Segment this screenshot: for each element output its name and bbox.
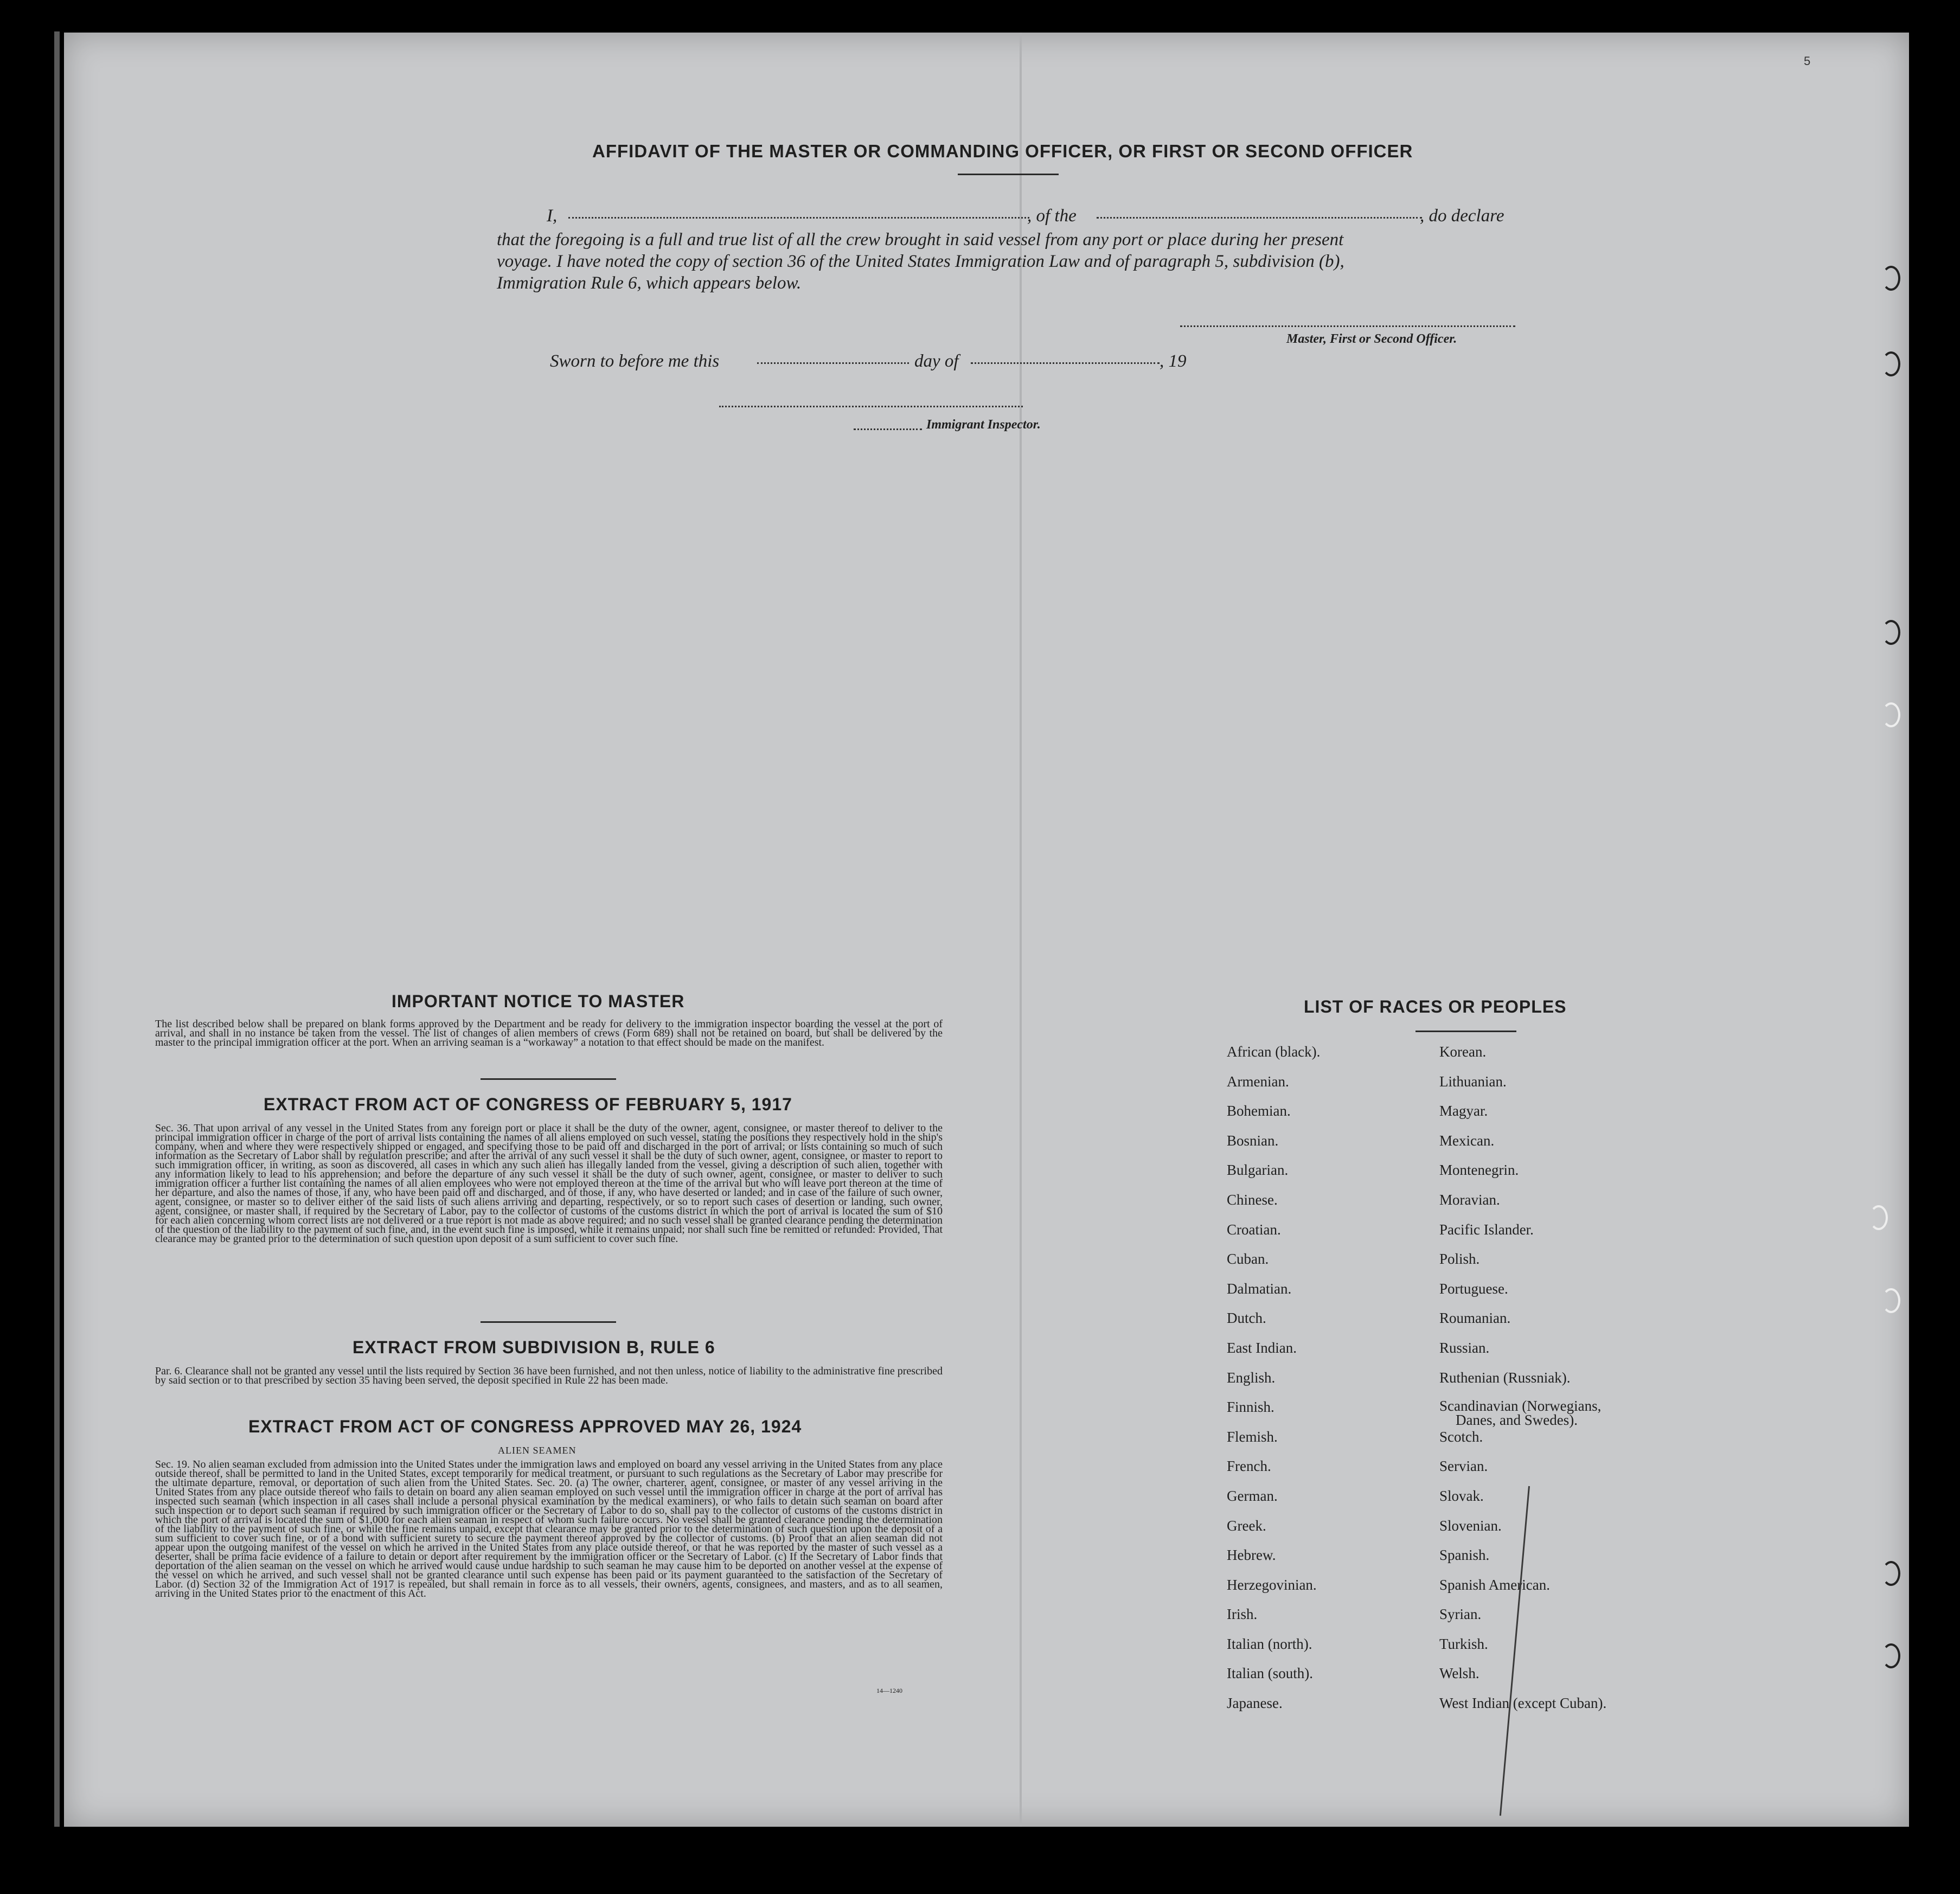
races-title-rule — [1415, 1031, 1516, 1032]
affidavit-i: I, — [547, 206, 558, 226]
race-item: Croatian. — [1227, 1221, 1281, 1238]
race-item: Servian. — [1439, 1458, 1488, 1475]
race-item: Herzegovinian. — [1227, 1576, 1317, 1593]
affidavit-title: AFFIDAVIT OF THE MASTER OR COMMANDING OFFICER, OR FIRST OR SECOND OFFICER — [592, 141, 1413, 161]
race-item-text: Scandinavian (Norwegians, — [1439, 1398, 1602, 1415]
race-item: Slovak. — [1439, 1487, 1484, 1504]
center-fold — [1020, 33, 1022, 1827]
alien-seamen-subtitle: ALIEN SEAMEN — [498, 1445, 577, 1456]
race-item: English. — [1227, 1369, 1276, 1386]
extract-1917-text: Sec. 36. That upon arrival of any vessel in the United States from any foreign port or place it shall be the duty of the owner, agent, consignee, or master thereof to deliver to the principal immigration officer in charge of the port of arrival lists containing the names of all aliens employed on such vessel, stating the positions they respectively hold in the ship's company, when and where they were respectively shipped or engaged, and specifying those to be paid off and discharged in the port of arrival; or lists containing so much of such information as the Secretary of Labor shall by regulation prescribe; and after the arrival of any such vessel it shall be the duty of such owner, agent, consignee, or master to report to such immigration officer, in writing, as soon as discovered, all cases in which any such alien has illegally landed from the vessel, giving a description of such alien, together with any information likely to lead to his apprehension; and before the departure of any such vessel it shall be the duty of such owner, agent, consignee, or master to deliver to such immigration officer a further list containing the names of all alien employees who were not employed thereon at the time of the arrival but who will leave port thereon at the time of her departure, and also the names of those, if any, who have been paid off and discharged, and of those, if any, who have deserted or landed; and in case of the failure of such owner, agent, consignee, or master so to deliver either of the said lists of such aliens arriving and departing, respectively, or so to report such cases of desertion or landing, such owner, agent, consignee, or master shall, if required by the Secretary of Labor, pay to the collector of customs of the customs district in which the port of arrival is located the sum of $10 for each alien concerning whom correct lists are not delivered or a true report is not made as above required; and no such vessel shall be granted clearance pending the determination of the question of the liability to the payment of such fine, and, in the event such fine is imposed, while it remains unpaid; nor shall such fine be remitted or refunded: Provided, That clearance may be granted prior to the determination of such question upon deposit of a sum sufficient to cover such fine. — [155, 1122, 943, 1245]
race-item: Chinese. — [1227, 1191, 1278, 1208]
race-item: Bulgarian. — [1227, 1162, 1289, 1179]
vessel-blank[interactable] — [1097, 217, 1422, 219]
race-item: Portuguese. — [1439, 1280, 1508, 1297]
race-item: Cuban. — [1227, 1251, 1269, 1268]
section-rule — [481, 1321, 616, 1323]
race-item: Bohemian. — [1227, 1103, 1291, 1119]
race-item: Turkish. — [1439, 1635, 1488, 1652]
race-item: Italian (south). — [1227, 1665, 1313, 1682]
race-item: Spanish. — [1439, 1547, 1490, 1564]
race-item: West Indian (except Cuban). — [1439, 1695, 1607, 1712]
master-signature-blank[interactable] — [1180, 325, 1515, 327]
race-item: Mexican. — [1439, 1132, 1495, 1149]
form-number: 14—1240 — [876, 1687, 902, 1694]
sworn-month-blank[interactable] — [971, 362, 1160, 364]
race-item: Irish. — [1227, 1606, 1258, 1623]
race-item: Dutch. — [1227, 1310, 1266, 1327]
year-label: , 19 — [1160, 351, 1187, 371]
extract-1924-title: EXTRACT FROM ACT OF CONGRESS APPROVED MAY 26, 1924 — [248, 1417, 802, 1436]
inspector-signature-blank[interactable] — [719, 406, 1023, 407]
race-item: Syrian. — [1439, 1606, 1482, 1623]
race-item: Greek. — [1227, 1517, 1266, 1534]
race-item: Slovenian. — [1439, 1517, 1502, 1534]
sworn-day-blank[interactable] — [757, 362, 909, 364]
name-blank[interactable] — [568, 217, 1029, 219]
race-item: Korean. — [1439, 1044, 1487, 1060]
race-item: Italian (north). — [1227, 1635, 1312, 1652]
race-item: German. — [1227, 1487, 1278, 1504]
day-of-label: day of — [914, 351, 959, 371]
punch-hole — [1882, 702, 1900, 727]
notice-title: IMPORTANT NOTICE TO MASTER — [392, 991, 685, 1011]
race-item: Japanese. — [1227, 1695, 1283, 1712]
race-item: Flemish. — [1227, 1428, 1278, 1445]
races-title: LIST OF RACES OR PEOPLES — [1304, 997, 1567, 1016]
race-item: East Indian. — [1227, 1339, 1297, 1356]
race-item — [1439, 1399, 1606, 1429]
race-item: Lithuanian. — [1439, 1073, 1507, 1090]
affidavit-line-3: voyage. I have noted the copy of section 36 of the United States Immigration Law and of paragraph 5, subdivision (b), — [497, 252, 1344, 271]
race-item: Dalmatian. — [1227, 1280, 1292, 1297]
affidavit-of-the: , of the — [1027, 206, 1077, 226]
race-item: Finnish. — [1227, 1399, 1274, 1416]
sheet-edge — [54, 31, 60, 1827]
inspector-dots — [854, 428, 922, 430]
race-item: Polish. — [1439, 1251, 1480, 1268]
race-item: Welsh. — [1439, 1665, 1479, 1682]
race-item: Roumanian. — [1439, 1310, 1511, 1327]
punch-hole — [1882, 1643, 1900, 1668]
extract-rule6-title: EXTRACT FROM SUBDIVISION B, RULE 6 — [353, 1338, 715, 1357]
race-item: Magyar. — [1439, 1103, 1488, 1119]
punch-hole — [1882, 620, 1900, 645]
affidavit-line-4: Immigration Rule 6, which appears below. — [497, 273, 802, 293]
extract-1924-text: Sec. 19. No alien seaman excluded from admission into the United States under the immigration laws and employed on board any vessel arriving in the United States from any place outside thereof, shall be permitted to land in the United States, except temporarily for medical treatment, or pursuant to such regulations as the Secretary of Labor may prescribe for the ultimate departure, removal, or deportation of such alien from the United States. Sec. 20. (a) The owner, charterer, agent, consignee, or master of any vessel arriving in the United States from any place outside thereof who fails to detain on board any alien seaman employed on such vessel until the immigration officer in charge at the port of arrival has inspected such seaman (which inspection in all cases shall include a personal physical examination by the medical examiners), or who fails to detain such seaman on board after such inspection or to deport such seaman if required by such immigration officer or the Secretary of Labor to do so, shall pay to the collector of customs of the customs district in which the port of arrival is located the sum of $1,000 for each alien seaman in respect of whom such failure occurs. No vessel shall be granted clearance pending the determination of the liability to the payment of such fine, or while the fine remains unpaid, except that clearance may be granted prior to the determination of such question upon the deposit of a sum sufficient to cover such fine, or of a bond with sufficient surety to secure the payment thereof approved by the collector of customs. (b) Proof that an alien seaman did not appear upon the outgoing manifest of the vessel on which he arrived in the United States from any place outside thereof, or that he was reported by the master of such vessel as a deserter, shall be prima facie evidence of a failure to detain or deport after requirement by the immigration officer or the Secretary of Labor. (c) If the Secretary of Labor finds that deportation of the alien seaman on the vessel on which he arrived would cause undue hardship to such seaman he may cause him to be deported on another vessel at the expense of the vessel on which he arrived, and such vessel shall not be granted clearance until such expense has been paid or its payment guaranteed to the satisfaction of the Secretary of Labor. (d) Section 32 of the Immigration Act of 1917 is repealed, but shall remain in force as to all vessels, their owners, agents, consignees, and masters, and as to all seamen, arriving in the United States prior to the enactment of this Act. — [155, 1458, 943, 1599]
extract-rule6-text: Par. 6. Clearance shall not be granted any vessel until the lists required by Section 36 have been furnished, and not then unless, notice of liability to the administrative fine prescribed by said section or to that prescribed by section 35 having been served, the deposit specified in Rule 22 has been made. — [155, 1365, 943, 1386]
race-item: Bosnian. — [1227, 1132, 1279, 1149]
race-item: Pacific Islander. — [1439, 1221, 1534, 1238]
race-item: Spanish American. — [1439, 1576, 1550, 1593]
sworn-label: Sworn to before me this — [550, 351, 720, 371]
affidavit-line-2: that the foregoing is a full and true list of all the crew brought in said vessel from any port or place during her present — [497, 230, 1344, 249]
race-item: Russian. — [1439, 1339, 1490, 1356]
punch-hole — [1882, 266, 1900, 291]
punch-hole — [1882, 1288, 1900, 1313]
punch-hole — [1882, 1561, 1900, 1586]
page-number: 5 — [1804, 54, 1811, 68]
punch-hole — [1869, 1205, 1888, 1230]
race-item-text-continued: Danes, and Swedes). — [1456, 1412, 1578, 1429]
race-item: Ruthenian (Russniak). — [1439, 1369, 1571, 1386]
punch-hole — [1882, 351, 1900, 376]
race-item: Moravian. — [1439, 1191, 1500, 1208]
notice-text: The list described below shall be prepared on blank forms approved by the Department and be ready for delivery to the immigration inspector boarding the vessel at the port of arrival, and shall in no instance be taken from the vessel. The list of changes of alien members of crews (Form 689) shall not be retained on board, but shall be delivered by the master to the principal immigration officer at the port. When an arriving seaman is a “workaway” a notation to that effect should be made on the manifest. — [155, 1018, 943, 1048]
master-signature-label: Master, First or Second Officer. — [1286, 332, 1457, 346]
race-item: French. — [1227, 1458, 1271, 1475]
race-item: Hebrew. — [1227, 1547, 1276, 1564]
races-column-2 — [1439, 1044, 1606, 1725]
race-item: Scotch. — [1439, 1428, 1483, 1445]
affidavit-do-declare: , do declare — [1420, 206, 1504, 226]
race-item: Montenegrin. — [1439, 1162, 1519, 1179]
extract-1917-title: EXTRACT FROM ACT OF CONGRESS OF FEBRUARY 5, 1917 — [264, 1095, 792, 1114]
inspector-label: Immigrant Inspector. — [926, 418, 1041, 432]
race-item: Armenian. — [1227, 1073, 1289, 1090]
title-rule — [958, 174, 1059, 175]
section-rule — [481, 1078, 616, 1080]
races-column-1 — [1227, 1044, 1320, 1725]
race-item: African (black). — [1227, 1044, 1321, 1060]
